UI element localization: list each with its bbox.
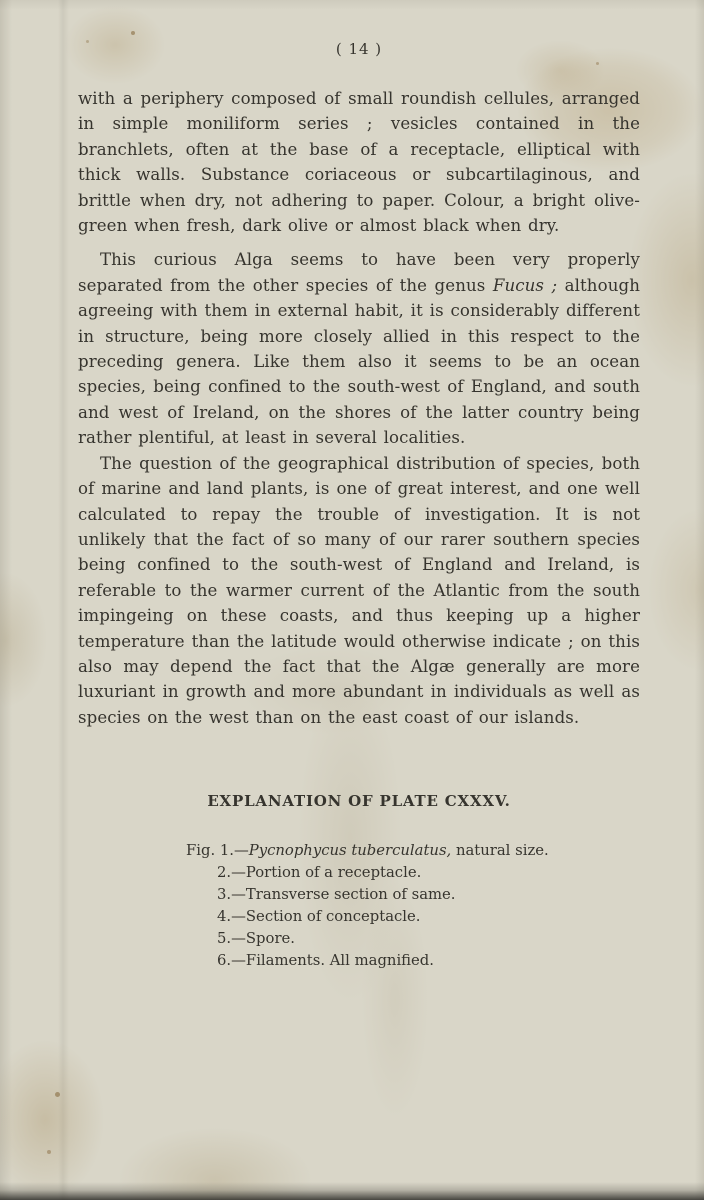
figure-prefix: Fig. 1.— bbox=[186, 842, 249, 860]
figure-text: Section of conceptacle. bbox=[245, 908, 421, 926]
figure-prefix: 5.— bbox=[217, 930, 246, 948]
paragraph-2-text: This curious Alga seems to have been very properly separated from the other species of the genus bbox=[78, 250, 640, 295]
figure-text: natural size. bbox=[451, 842, 549, 860]
figure-item-1 bbox=[186, 840, 640, 862]
paper-speck bbox=[596, 62, 599, 65]
page-content bbox=[78, 86, 640, 972]
figure-text: Filaments. All magnified. bbox=[245, 952, 434, 970]
figure-text: Portion of a receptacle. bbox=[245, 864, 422, 882]
figure-text: Spore. bbox=[245, 930, 295, 948]
page-bottom-edge-shadow bbox=[0, 1182, 704, 1200]
paragraph-2 bbox=[78, 247, 640, 450]
page-number: ( 14 ) bbox=[335, 40, 383, 58]
figure-item-4 bbox=[186, 906, 640, 928]
paper-speck bbox=[86, 40, 89, 43]
figure-prefix: 6.— bbox=[217, 952, 246, 970]
figure-prefix: 2.— bbox=[217, 864, 246, 882]
figure-item-3 bbox=[186, 884, 640, 906]
paragraph-2-text-cont: although agreeing with them in external habit, it is considerably different in structure, being more closely allied in this respect to the preceding genera. Like them also it seems to be an ocean species, being confined to the south-west of England, and south and west of Ireland, on the shores of the latter country being rather plentiful, at least in several localities. bbox=[78, 275, 640, 448]
species-name-italic: Pycnophycus tuberculatus, bbox=[248, 842, 452, 860]
figure-text: Transverse section of same. bbox=[245, 886, 456, 904]
figure-prefix: 4.— bbox=[217, 908, 246, 926]
paper-speck bbox=[131, 31, 135, 35]
paper-speck bbox=[55, 1092, 60, 1097]
figure-item-5 bbox=[186, 928, 640, 950]
figure-item-2 bbox=[186, 862, 640, 884]
figure-list bbox=[186, 840, 640, 972]
plate-heading: EXPLANATION OF PLATE CXXXV. bbox=[207, 792, 511, 811]
genus-name-italic: Fucus ; bbox=[492, 275, 558, 295]
figure-item-6 bbox=[186, 950, 640, 972]
paper-speck bbox=[47, 1150, 51, 1154]
figure-prefix: 3.— bbox=[217, 886, 246, 904]
paragraph-1: with a periphery composed of small roundish cellules, arranged in simple moniliform series ; vesicles contained in the branchlets, often at the base of a receptacle, elliptical with thick walls. Substance coriaceous or subcartilaginous, and brittle when dry, not adhering to paper. Colour, a bright olive-green when fresh, dark olive or almost black when dry. bbox=[78, 89, 640, 236]
paragraph-3: The question of the geographical distribution of species, both of marine and land plants, is one of great interest, and one well calculated to repay the trouble of investigation. It is not unlikely that the fact of so many of our rarer southern species being confined to the south-west of England and Ireland, is referable to the warmer current of the Atlantic from the south impingeing on these coasts, and thus keeping up a higher temperature than the latitude would otherwise indicate ; on this also may depend the fact that the Algæ generally are more luxuriant in growth and more abundant in individuals as well as species on the west than on the east coast of our islands. bbox=[78, 453, 640, 727]
